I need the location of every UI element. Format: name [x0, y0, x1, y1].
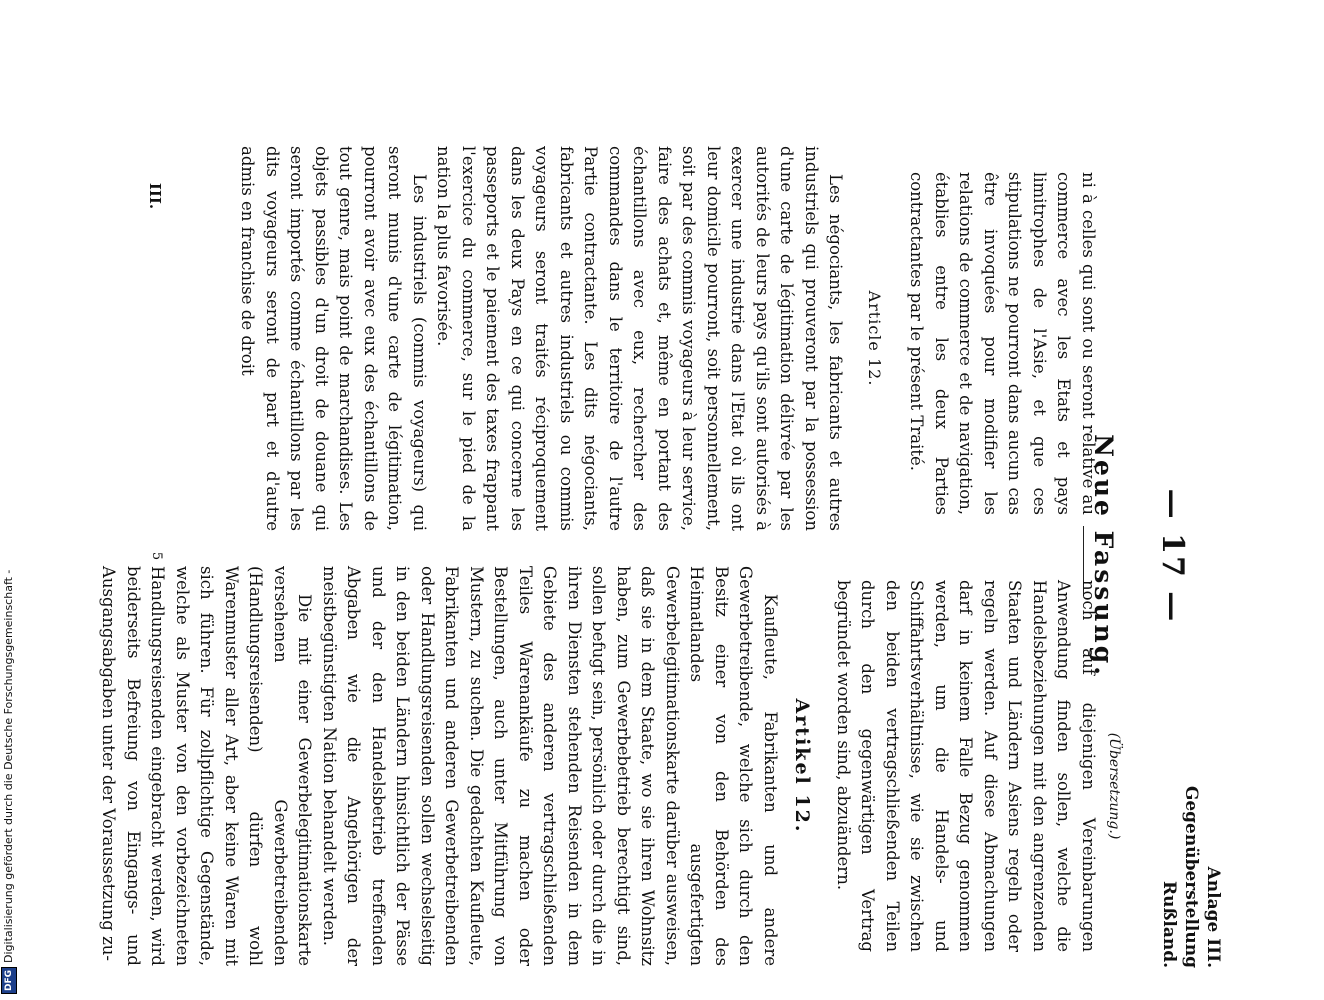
german-paragraph-1: Kaufleute, Fabrikanten und andere Gewerbetreibende, welche sich durch den Besitz einer von den Behörden des Heimatlandes ausgefertigten Gewerbelegitimationskarte darüber ausweisen, daß sie in dem Staate, wo sie ihren Wohnsitz haben, zum Gewerbebetrieb berechtigt sind, sollen befugt sein, persönlich oder durch die in ihren Diensten stehenden Reisenden in dem Gebiete des anderen vertragschließenden Teiles Warenankäufe zu machen oder Bestellungen, auch unter Mitführung von Mustern, zu suchen. Die gedachten Kaufleute, Fabrikanten und anderen Gewerbetreibenden oder Handlungsreisenden sollen wechselseitig in den beiden Ländern hinsichtlich der Pässe und der den Handelsbetrieb treffenden Abgaben wie die Angehörigen der meistbegünstigten Nation behandelt werden.: [320, 566, 780, 966]
french-article-title: Article 12.: [865, 290, 884, 387]
digitization-credit: [0, 569, 18, 994]
dfg-logo: DFG: [1, 967, 17, 994]
sheet-signature: III.: [146, 182, 164, 210]
german-article-title: Artikel 12.: [791, 698, 814, 834]
credit-text: Digitalisierung gefördert durch die Deutsche Forschungsgemeinschaft -: [2, 569, 15, 963]
french-paragraph-1: Les négociants, les fabricants et autres industriels qui prouveront par la possession d'une carte de légitimation délivrée par les autorités de leurs pays qu'ils sont autorisés à exercer une industrie dans l'Etat où ils ont leur domicile pourront, soit personnellement, soit par des commis voyageurs à leur service, faire des achats et, même en portant des échantillons avec eux, rechercher des commandes dans le territoire de l'autre Partie contractante. Les dits négociants, fabricants et autres industriels ou commis voyageurs seront traités réciproquement dans les deux Pays en ce qui concerne les passeports et le paiement des taxes frappant l'exercice du commerce, sur le pied de la nation la plus favorisée.: [434, 146, 846, 531]
french-intro: ni à celles qui sont ou seront relative au commerce avec les Etats et pays limitrophes de l'Asie, et que ces stipulations ne pourront dans aucun cas être invoquées pour modifier les relations de commerce et de navigation, établies entre les deux Parties contractantes par le présent Traité.: [907, 172, 1098, 515]
sheet-number: 5: [149, 551, 164, 561]
document-page: [99, 126, 1230, 986]
german-paragraph-2: Die mit einer Gewerbelegitimationskarte versehenen Gewerbetreibenden (Handlungsreisenden) dürfen wohl Warenmuster aller Art, aber keine Waren mit sich führen. Für zollpflichtige Gegenstände, welche als Muster von den vorbezeichneten Handlungsreisenden eingebracht werden, wird beiderseits Befreiung von Eingangs- und Ausgangsabgaben unter der Voraussetzung zu-: [99, 566, 315, 966]
appendix-heading: [1158, 778, 1224, 968]
translation-label: (Übersetzung.): [1106, 732, 1122, 840]
german-column: [96, 566, 1100, 966]
appendix-subtitle: Gegenüberstellung Rußland.: [1159, 785, 1201, 968]
new-version-heading: Neue Fassung.: [1089, 434, 1118, 678]
appendix-label: Anlage III.: [1203, 866, 1223, 968]
page-number: — 17 —: [1155, 488, 1190, 624]
german-intro: noch auf diejenigen Vereinbarungen Anwendung finden sollen, welche die Handelsbeziehungen mit den angrenzenden Staaten und Ländern Asiens regeln oder regeln werden. Auf diese Abmachungen darf in keinem Falle Bezug genommen werden, um die Handels- und Schiffahrtsverhältnisse, wie sie zwischen den beiden vertragschließenden Teilen durch den gegenwärtigen Vertrag begründet worden sind, abzuändern.: [834, 580, 1098, 952]
french-column: [235, 146, 1100, 531]
french-paragraph-2: Les industriels (commis voyageurs) qui seront munis d'une carte de légitimation, pourront avoir avec eux des échantillons de tout genre, mais point de marchandises. Les objets passibles d'un droit de douane qui seront importés comme échantillons par les dits voyageurs seront de part et d'autre admis en franchise de droit: [238, 146, 429, 531]
